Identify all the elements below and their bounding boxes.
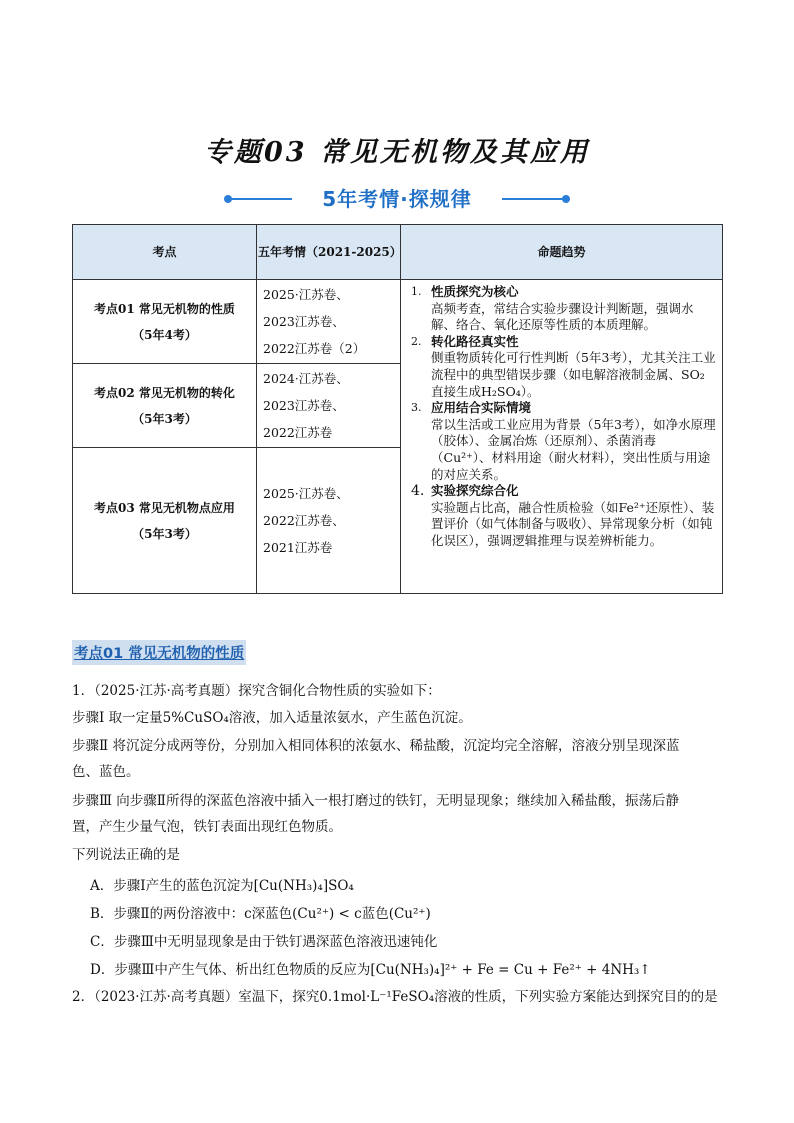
topic-label: 考点02 常见无机物的转化 (94, 385, 235, 400)
year-entry: 2025·江苏卷、 (263, 486, 349, 501)
trend-number: 4. (411, 483, 425, 500)
year-entry: 2022江苏卷 (263, 425, 333, 440)
question-2-intro: 2．（2023·江苏·高考真题）室温下，探究0.1mol·L⁻¹FeSO₄溶液的性质，下列实验方案能达到探究目的的是 (72, 989, 718, 1005)
question-1-step-1: 步骤Ⅰ 取一定量5%CuSO₄溶液，加入适量浓氨水，产生蓝色沉淀。 (72, 710, 472, 726)
trend-cell (401, 280, 723, 594)
trend-body: 实验题占比高，融合性质检验（如Fe²⁺还原性）、装置评价（如气体制备与吸收）、异常现象分析（如钝化误区），强调逻辑推理与误差辨析能力。 (431, 499, 715, 548)
trend-item (407, 334, 716, 400)
option-b[interactable]: B．步骤Ⅱ的两份溶液中：c深蓝色(Cu²⁺) < c蓝色(Cu²⁺) (90, 906, 431, 922)
banner-text: 5年考情·探规律 (322, 187, 472, 211)
page-title: 专题03 常见无机物及其应用 (204, 137, 590, 168)
trend-heading: 实验探究综合化 (431, 483, 519, 499)
years-cell (257, 280, 401, 364)
year-entry: 2023江苏卷、 (263, 314, 345, 329)
trend-item (407, 483, 716, 549)
topic-cell (73, 364, 257, 448)
year-entry: 2022江苏卷、 (263, 513, 345, 528)
question-1-intro: 1．（2025·江苏·高考真题）探究含铜化合物性质的实验如下： (72, 683, 441, 699)
trend-list (407, 284, 716, 550)
section-banner (200, 178, 594, 216)
years-cell (257, 364, 401, 448)
topic-label: 考点03 常见无机物点应用 (94, 500, 235, 515)
year-entry: 2024·江苏卷、 (263, 371, 349, 386)
table-row (73, 280, 723, 364)
trend-heading: 转化路径真实性 (431, 333, 519, 349)
year-entry: 2022江苏卷（2） (263, 341, 366, 356)
option-d[interactable]: D．步骤Ⅲ中产生气体、析出红色物质的反应为[Cu(NH₃)₄]²⁺ + Fe = Cu + Fe²⁺ + 4NH₃↑ (90, 962, 651, 978)
table-header-row (73, 225, 723, 280)
trend-body: 常以生活或工业应用为背景（5年3考），如净水原理（胶体）、金属冶炼（还原剂）、杀菌消毒（Cu²⁺）、材料用途（耐火材料），突出性质与用途的对应关系。 (431, 416, 716, 482)
option-a[interactable]: A．步骤Ⅰ产生的蓝色沉淀为[Cu(NH₃)₄]SO₄ (90, 878, 354, 894)
option-c[interactable]: C．步骤Ⅲ中无明显现象是由于铁钉遇深蓝色溶液迅速钝化 (90, 934, 438, 950)
year-entry: 2023江苏卷、 (263, 398, 345, 413)
question-1-step-3a: 步骤Ⅲ 向步骤Ⅱ所得的深蓝色溶液中插入一根打磨过的铁钉，无明显现象；继续加入稀盐酸，振荡后静 (72, 793, 679, 809)
question-1-prompt: 下列说法正确的是 (72, 847, 180, 863)
trend-heading: 性质探究为核心 (431, 284, 519, 299)
year-entry: 2021江苏卷 (263, 540, 333, 555)
topic-cell (73, 280, 257, 364)
trend-heading: 应用结合实际情境 (431, 400, 532, 416)
trend-number: 2. (411, 334, 422, 348)
question-1-step-3b: 置，产生少量气泡，铁钉表面出现红色物质。 (72, 819, 342, 835)
topic-count: （5年4考） (132, 327, 197, 342)
trend-body: 高频考查，常结合实验步骤设计判断题，强调水解、络合、氧化还原等性质的本质理解。 (431, 300, 694, 333)
question-1-step-2a: 步骤Ⅱ 将沉淀分成两等份，分别加入相同体积的浓氨水、稀盐酸，沉淀均完全溶解，溶液分别呈现深蓝 (72, 738, 680, 754)
trend-number: 3. (411, 401, 422, 415)
topic-cell (73, 448, 257, 594)
table-header: 五年考情（2021-2025） (257, 225, 401, 280)
topic-count: （5年3考） (132, 411, 197, 426)
exam-summary-table (72, 224, 723, 594)
trend-item (407, 400, 716, 483)
trend-item (407, 284, 716, 334)
trend-number: 1. (411, 285, 422, 298)
topic-label: 考点01 常见无机物的性质 (94, 301, 235, 316)
topic-count: （5年3考） (132, 526, 197, 541)
table-header: 考点 (73, 225, 257, 280)
section-heading: 考点01 常见无机物的性质 (72, 640, 246, 665)
trend-body: 侧重物质转化可行性判断（5年3考），尤其关注工业流程中的典型错误步骤（如电解溶液制金属、SO₂直接生成H₂SO₄）。 (431, 350, 716, 399)
table-header: 命题趋势 (401, 225, 723, 280)
year-entry: 2025·江苏卷、 (263, 287, 349, 302)
question-1-step-2b: 色、蓝色。 (72, 764, 140, 780)
years-cell (257, 448, 401, 594)
